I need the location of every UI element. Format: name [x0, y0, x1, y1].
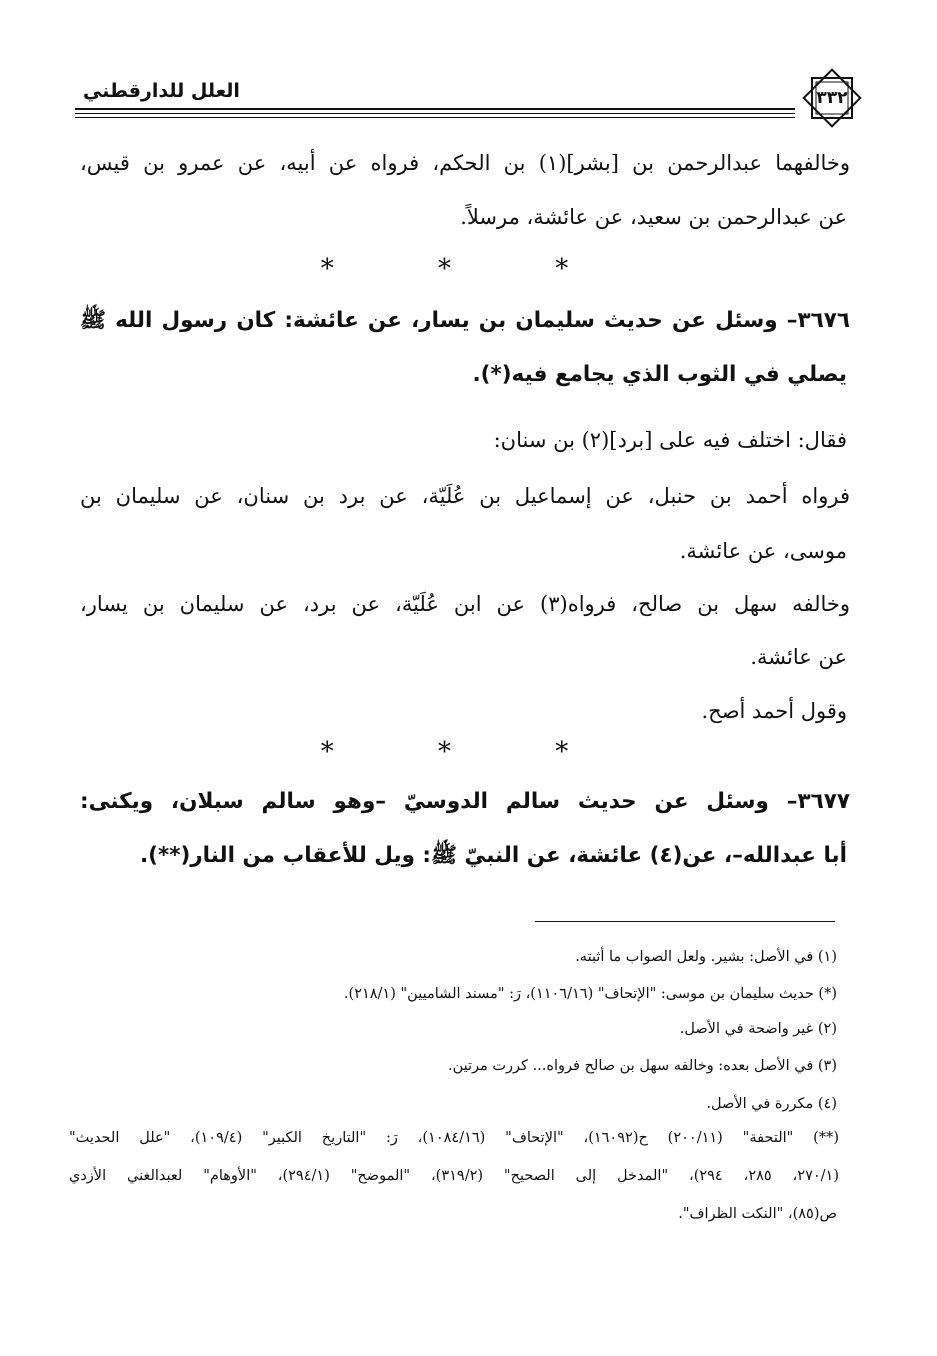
body-line: وخالفه سهل بن صالح، فرواه(٣) عن ابن عُلَيّة، عن برد، عن سليمان بن يسار،	[80, 592, 850, 616]
footnote: (٣) في الأصل بعده: وخالفه سهل بن صالح فرواه... كررت مرتين.	[447, 1058, 837, 1074]
footnote: (٢) غير واضحة في الأصل.	[679, 1021, 837, 1037]
footnote: ص(٨٥)، "النكت الظراف".	[678, 1206, 837, 1222]
page-number: ٣٣٢	[816, 88, 848, 108]
footnote: (٢٧٠/١، ٢٨٥، ٢٩٤)، "المدخل إلى الصحيح" (٣١٩/٢)، "الموضح" (٢٩٤/١)، "الأوهام" لعبدالغني الأزدي	[69, 1168, 840, 1184]
section-separator: * * *	[320, 737, 617, 767]
body-line: وخالفهما عبدالرحمن بن [بشر](١) بن الحكم، فرواه عن أبيه، عن عمرو بن قيس،	[80, 151, 850, 175]
book-title: العلل للدارقطني	[83, 80, 240, 102]
header-rule	[75, 117, 795, 118]
footnote-rule	[535, 921, 835, 922]
entry-heading: ٣٦٧٦– وسئل عن حديث سليمان بن يسار، عن عائشة: كان رسول الله ﷺ	[80, 308, 850, 333]
page-number-badge	[799, 66, 865, 130]
entry-heading: أبا عبدالله–، عن(٤) عائشة، عن النبيّ ﷺ: ويل للأعقاب من النار(**).	[139, 843, 847, 868]
header-rule	[75, 108, 795, 110]
body-line: فرواه أحمد بن حنبل، عن إسماعيل بن عُلَيّة، عن برد بن سنان، عن سليمان بن	[80, 484, 850, 508]
entry-heading: ٣٦٧٧– وسئل عن حديث سالم الدوسيّ –وهو سالم سبلان، ويكنى:	[80, 789, 850, 814]
body-line: وقول أحمد أصح.	[701, 699, 847, 723]
body-line: فقال: اختلف فيه على [برد](٢) بن سنان:	[493, 428, 847, 452]
body-line: عن عبدالرحمن بن سعيد، عن عائشة، مرسلاً.	[460, 205, 847, 229]
running-header	[75, 60, 865, 130]
footnote: (١) في الأصل: بشير. ولعل الصواب ما أثبته.	[575, 949, 837, 965]
footnote: (*) حديث سليمان بن موسى: "الإتحاف" (١١٠٦/١٦)، رَ: "مسند الشاميين" (٢١٨/١).	[343, 986, 837, 1002]
footnote: (**) "التحفة" (٢٠٠/١١) ح(١٦٠٩٢)، "الإتحاف" (١٠٨٤/١٦)، رَ: "التاريخ الكبير" (١٠٩/٤)، "علل الحديث"	[69, 1130, 839, 1146]
footnote: (٤) مكررة في الأصل.	[706, 1096, 837, 1112]
body-line: موسى، عن عائشة.	[679, 539, 847, 563]
header-rule	[75, 113, 795, 114]
section-separator: * * *	[320, 254, 617, 284]
entry-heading: يصلي في الثوب الذي يجامع فيه(*).	[472, 362, 847, 387]
body-line: عن عائشة.	[750, 645, 847, 669]
